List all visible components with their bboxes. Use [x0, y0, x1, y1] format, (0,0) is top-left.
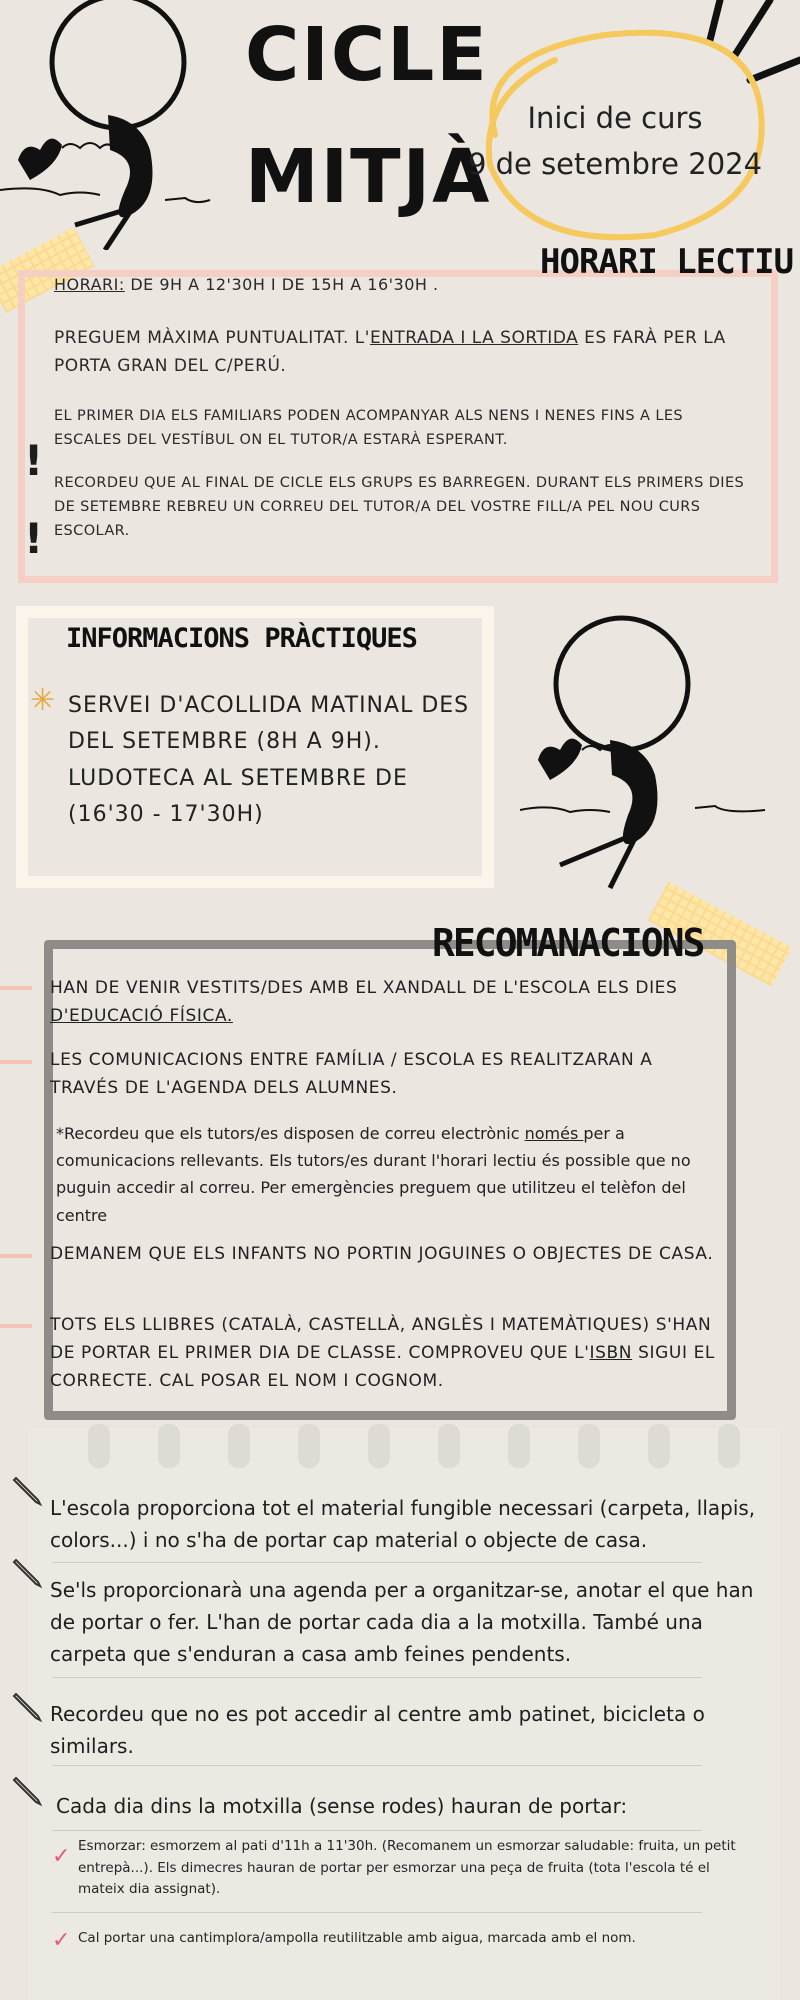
email-note-post: per a comunicacions rellevants. Els tutors/es durant l'horari lectiu és possible que no puguin accedir al correu. Per emergències preguem que utilitzeu el telèfon del centre	[56, 1124, 691, 1225]
punctuality-post: ES FARÀ PER LA PORTA GRAN DEL C/PERÚ.	[54, 328, 726, 377]
notebook-ring	[88, 1424, 110, 1468]
notebook-rule	[52, 1912, 702, 1913]
reco-item-pe-pre: HAN DE VENIR VESTITS/DES AMB EL XANDALL DE L'ESCOLA ELS DIES	[50, 978, 678, 998]
balloon-head-character-illustration	[0, 0, 230, 250]
reco-item-communications: LES COMUNICACIONS ENTRE FAMÍLIA / ESCOLA ES REALITZARAN A TRAVÉS DE L'AGENDA DELS ALUMNES.	[50, 1050, 653, 1099]
arrow-icon	[0, 986, 32, 990]
notebook-rule	[52, 1830, 702, 1831]
pencil-icon	[10, 1774, 44, 1808]
reco-item-toys: DEMANEM QUE ELS INFANTS NO PORTIN JOGUINES O OBJECTES DE CASA.	[50, 1244, 714, 1264]
pencil-icon	[10, 1474, 44, 1508]
notebook-ring	[158, 1424, 180, 1468]
notebook-ring	[228, 1424, 250, 1468]
notebook-item-access: Recordeu que no es pot accedir al centre amb patinet, bicicleta o similars.	[50, 1702, 705, 1758]
punctuality-text	[54, 324, 768, 380]
email-note	[56, 1120, 720, 1229]
notebook-item-agenda: Se'ls proporcionarà una agenda per a organitzar-se, anotar el que han de portar o fer. L'han de portar cada dia a la motxilla. També una carpeta que s'enduran a casa amb feines pendents.	[50, 1578, 754, 1666]
balloon-head-character-illustration	[510, 610, 780, 900]
course-start-label: Inici de curs	[527, 101, 703, 135]
reco-item-books	[50, 1311, 718, 1395]
notebook-item-backpack: Cada dia dins la motxilla (sense rodes) hauran de portar:	[56, 1794, 628, 1818]
recomanacions-title: RECOMANACIONS	[432, 921, 704, 965]
schedule-text: DE 9H A 12'30H I DE 15H A 16'30H .	[124, 275, 439, 294]
notebook-ring	[718, 1424, 740, 1468]
reco-item-books-post: SIGUI EL CORRECTE. CAL POSAR EL NOM I COGNOM.	[50, 1343, 715, 1392]
asterisk-icon: ✳	[30, 683, 56, 718]
notebook-ring	[438, 1424, 460, 1468]
check-icon: ✓	[52, 1844, 71, 1869]
schedule-label: HORARI:	[54, 275, 125, 294]
check-icon: ✓	[52, 1928, 71, 1953]
notebook-ring	[648, 1424, 670, 1468]
notebook-ring	[508, 1424, 530, 1468]
reco-item-pe-link: D'EDUCACIÓ FÍSICA.	[50, 1006, 233, 1027]
email-note-only: només	[524, 1124, 584, 1143]
exclamation-icon: !	[24, 514, 44, 563]
notebook-rule	[52, 1677, 702, 1678]
notebook-rule	[52, 1765, 702, 1766]
title-cicle: CICLE	[245, 12, 489, 98]
punctuality-entrance: ENTRADA I LA SORTIDA	[369, 328, 579, 348]
arrow-icon	[0, 1060, 32, 1064]
notebook-ring	[368, 1424, 390, 1468]
course-start-date: 9 de setembre 2024	[467, 147, 763, 182]
check-item-breakfast: Esmorzar: esmorzem al pati d'11h a 11'30h. (Recomanem un esmorzar saludable: fruita, un petit entrepà...). Els dimecres hauran de portar per esmorzar una peça de fruita (tota l'escola té el mateix dia assignat).	[78, 1838, 736, 1898]
check-item-water: Cal portar una cantimplora/ampolla reutilitzable amb aigua, marcada amb el nom.	[78, 1930, 636, 1946]
reminder-text: RECORDEU QUE AL FINAL DE CICLE ELS GRUPS ES BARREGEN. DURANT ELS PRIMERS DIES DE SETEMBRE REBREU UN CORREU DEL TUTOR/A DEL VOSTRE FILL/A PEL NOU CURS ESCOLAR.	[54, 475, 745, 539]
notebook-ring	[578, 1424, 600, 1468]
horari-lectiu-title: HORARI LECTIU	[540, 242, 794, 282]
arrow-icon	[0, 1324, 32, 1328]
reco-item-books-pre: TOTS ELS LLIBRES (CATALÀ, CASTELLÀ, ANGLÈS I MATEMÀTIQUES) S'HAN DE PORTAR EL PRIMER DIA DE CLASSE. COMPROVEU QUE L'	[50, 1315, 712, 1364]
notebook-rule	[52, 1562, 702, 1563]
info-title: INFORMACIONS PRÀCTIQUES	[66, 623, 417, 654]
pencil-icon	[10, 1690, 44, 1724]
email-note-pre: *Recordeu que els tutors/es disposen de correu electrònic	[56, 1124, 525, 1143]
reco-item-pe	[50, 974, 718, 1030]
arrow-icon	[0, 1254, 32, 1258]
schedule-line	[54, 272, 714, 298]
first-day-text: EL PRIMER DIA ELS FAMILIARS PODEN ACOMPANYAR ALS NENS I NENES FINS A LES ESCALES DEL VESTÍBUL ON EL TUTOR/A ESTARÀ ESPERANT.	[54, 408, 684, 448]
title-mitja: MITJÀ	[245, 134, 492, 220]
info-text: SERVEI D'ACOLLIDA MATINAL DES DEL SETEMBRE (8H A 9H). LUDOTECA AL SETEMBRE DE (16'30 - 17'30H)	[68, 693, 470, 827]
exclamation-icon: !	[24, 436, 44, 485]
notebook-item-material: L'escola proporciona tot el material fungible necessari (carpeta, llapis, colors...) i no s'ha de portar cap material o objecte de casa.	[50, 1496, 756, 1552]
notebook-ring	[298, 1424, 320, 1468]
punctuality-pre: PREGUEM MÀXIMA PUNTUALITAT. L'	[54, 328, 370, 348]
course-start-info	[465, 95, 765, 188]
pencil-icon	[10, 1556, 44, 1590]
reco-item-books-isbn: ISBN	[589, 1343, 633, 1364]
